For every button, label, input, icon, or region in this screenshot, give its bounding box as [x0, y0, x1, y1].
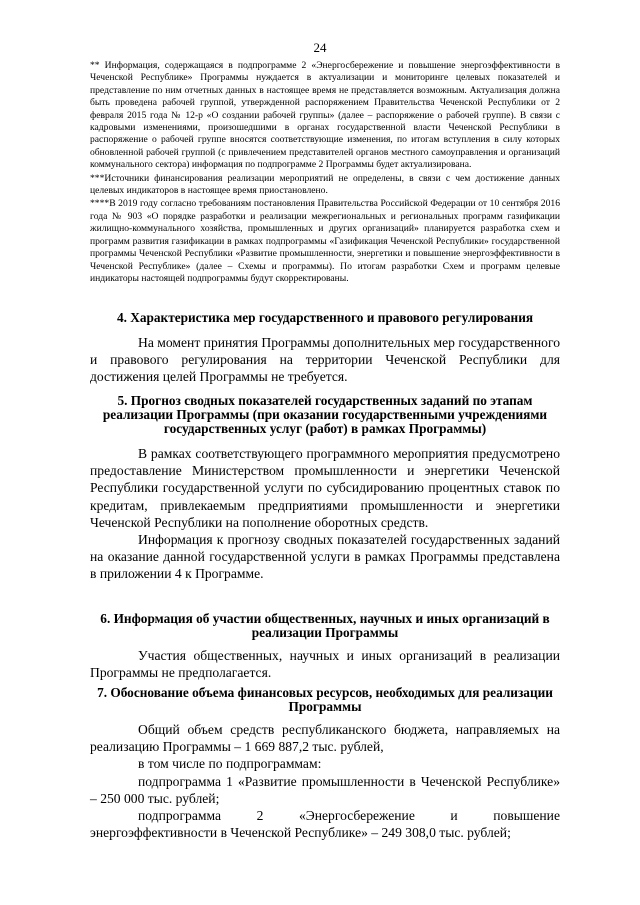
page-number: 24 [313, 40, 327, 55]
footnote-3star: ***Источники финансирования реализации мероприятий не определены, в связи с чем достижение данных целевых индикаторов в настоящее время приостановлено. [90, 172, 560, 197]
footnote-2star: ** Информация, содержащаяся в подпрограмме 2 «Энергосбережение и повышение энергоэффективности в Чеченской Республике» Программы нуждается в актуализации и мониторинге целевых показателей и представление по ним отчетных данных в настоящее время не представляется возможным. Актуализация должна быть проведена рабочей группой, утвержденной распоряжением Правительства Чеченской Республики от 2 февраля 2015 года № 12-р «О создании рабочей группы» (далее – распоряжение о рабочей группе). В связи с кадровыми изменениями, произошедшими в органах государственной власти Чеченской Республики в распоряжение о рабочей группе вносятся соответствующие изменения, по итогам вступления в силу которых обновленной рабочей группой (с привлечением представителей органов местного самоуправления и организаций коммунального сектора) информация по подпрограмме 2 Программы будет актуализирована. [90, 60, 560, 171]
section-7-paragraph-2: в том числе по подпрограммам: [138, 756, 322, 772]
section-5 [90, 394, 560, 583]
section-6 [90, 612, 560, 681]
section-7-paragraph-1: Общий объем средств республиканского бюджета, направляемых на реализацию Программы – 1 669 887,2 тыс. рублей, [90, 722, 560, 755]
footnote-4star: ****В 2019 году согласно требованиям постановления Правительства Российской Федерации от 10 сентября 2016 года № 903 «О порядке разработки и реализации межрегиональных и региональных программ газификации жилищно-коммунального хозяйства, промышленных и других организаций» планируется разработка схем и программ развития газификации в рамках подпрограммы «Газификация Чеченской Республики» государственной программы Чеченской Республики «Развитие промышленности, энергетики и повышение энергоэффективности в Чеченской Республике» (далее – Схемы и программы). По итогам разработки Схем и программ целевые индикаторы настоящей подпрограммы будут скорректированы. [90, 198, 560, 284]
footnotes [90, 60, 560, 286]
section-5-paragraph-1: В рамках соответствующего программного мероприятия предусмотрено предоставление Министерством промышленности и энергетики Чеченской Республики государственной услуги по субсидированию процентных ставок по кредитам, привлекаемым предприятиями промышленности и энергетики Чеченской Республики на пополнение оборотных средств. [90, 446, 560, 530]
section-6-heading: 6. Информация об участии общественных, научных и иных организаций в реализации Программы [100, 611, 550, 640]
section-4 [90, 311, 560, 386]
section-7-heading: 7. Обоснование объема финансовых ресурсов, необходимых для реализации Программы [97, 685, 553, 714]
section-4-heading: 4. Характеристика мер государственного и правового регулирования [116, 310, 534, 325]
section-6-paragraph: Участия общественных, научных и иных организаций в реализации Программы не предполагается. [90, 648, 560, 681]
section-7-paragraph-3: подпрограмма 1 «Развитие промышленности в Чеченской Республике» – 250 000 тыс. рублей; [90, 773, 560, 806]
section-5-heading: 5. Прогноз сводных показателей государственных заданий по этапам реализации Программы (при оказании государственными учреждениями государственных услуг (работ) в рамках Программы) [102, 393, 548, 436]
section-4-paragraph: На момент принятия Программы дополнительных мер государственного и правового регулирования на территории Чеченской Республики для достижения целей Программы не требуется. [90, 335, 560, 385]
section-5-paragraph-2: Информация к прогнозу сводных показателей государственных заданий на оказание данной государственной услуги в рамках Программы представлена в приложении 4 к Программе. [90, 532, 560, 582]
section-7-paragraph-4: подпрограмма 2 «Энергосбережение и повышение энергоэффективности в Чеченской Республике» – 249 308,0 тыс. рублей; [90, 808, 560, 841]
section-7 [90, 686, 560, 841]
